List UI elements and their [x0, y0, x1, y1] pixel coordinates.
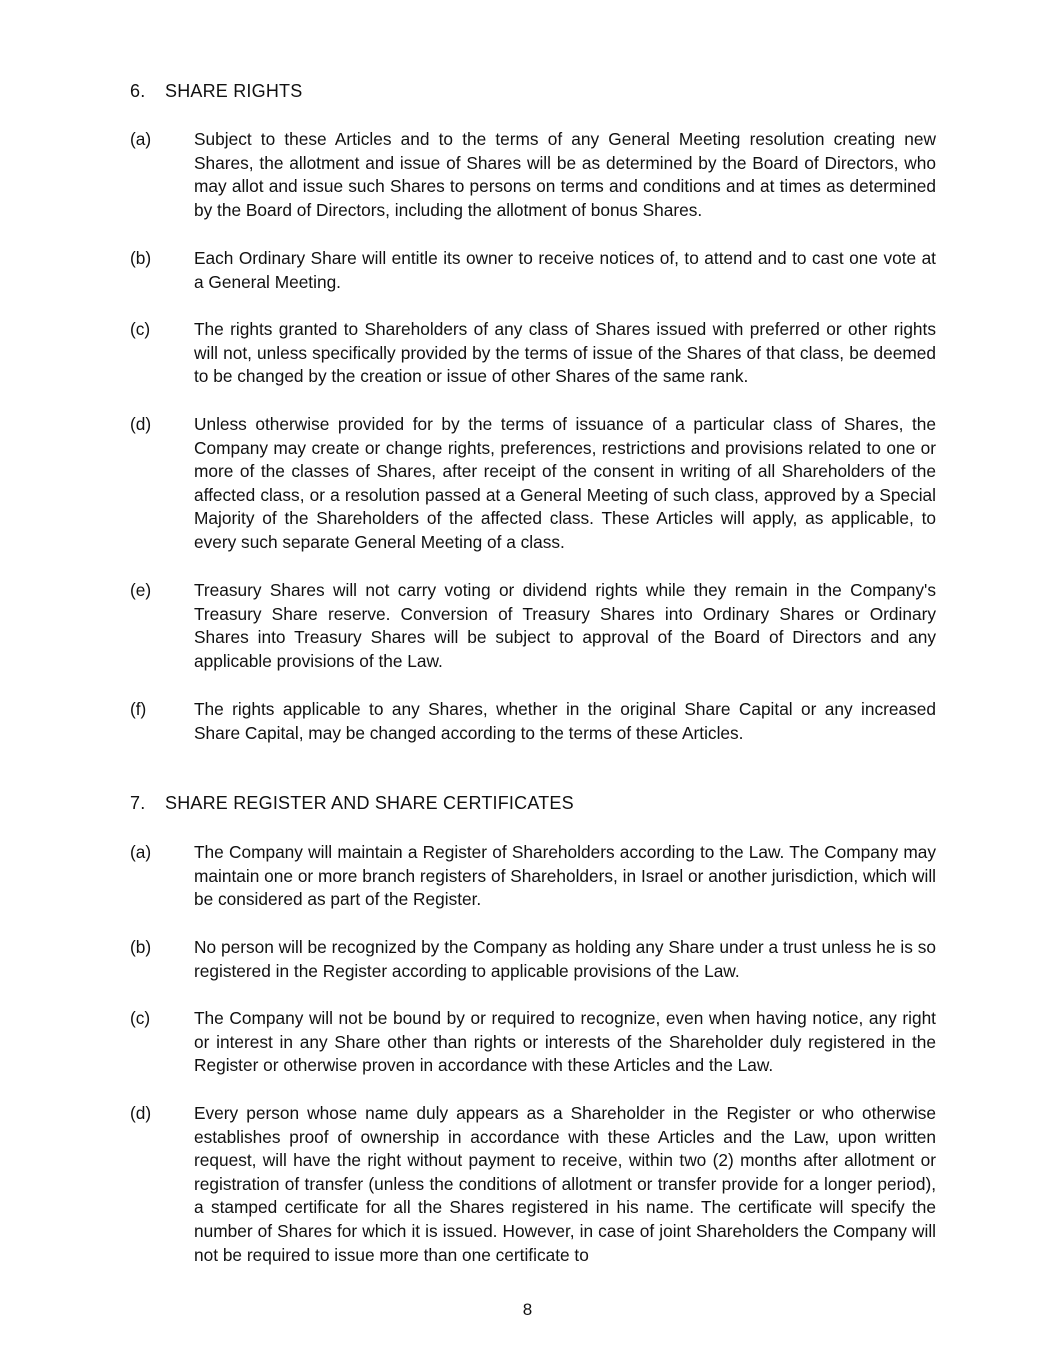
section-number: 7. [130, 793, 146, 813]
clause-7b [130, 936, 936, 983]
clause-6c [130, 318, 936, 389]
clause-text: The Company will maintain a Register of Shareholders according to the Law. The Company may maintain one or more branch registers of Shareholders, in Israel or another jurisdiction, which will be considered as part of the Register. [194, 842, 936, 910]
section-number: 6. [130, 81, 146, 101]
clause-text: Each Ordinary Share will entitle its owner to receive notices of, to attend and to cast one vote at a General Meeting. [194, 248, 936, 292]
section-title: SHARE RIGHTS [165, 81, 303, 101]
clause-6f [130, 698, 936, 745]
clause-text: Subject to these Articles and to the terms of any General Meeting resolution creating new Shares, the allotment and issue of Shares will be as determined by the Board of Directors, who may allot and issue such Shares to persons on terms and conditions and at times as determined by the Board of Directors, including the allotment of bonus Shares. [194, 129, 936, 220]
clause-7c [130, 1007, 936, 1078]
clause-label: (c) [130, 1008, 151, 1028]
clause-6b [130, 247, 936, 294]
section-heading-7 [130, 793, 574, 814]
clause-label: (a) [130, 129, 152, 149]
clause-label: (a) [130, 842, 152, 862]
clause-label: (f) [130, 699, 147, 719]
clause-6a [130, 128, 936, 222]
section-heading-6 [130, 81, 302, 102]
page-number: 8 [522, 1300, 533, 1319]
clause-text: Every person whose name duly appears as a Shareholder in the Register or who otherwise establishes proof of ownership in accordance with these Articles and the Law, upon written request, will have the right without payment to receive, within two (2) months after allotment or registration of transfer (unless the conditions of allotment or transfer provide for a longer period), a stamped certificate for all the Shares registered in his name. The certificate will specify the number of Shares for which it is issued. However, in case of joint Shareholders the Company will not be required to issue more than one certificate to [194, 1103, 936, 1265]
clause-label: (c) [130, 319, 151, 339]
clause-label: (b) [130, 937, 152, 957]
clause-text: Unless otherwise provided for by the terms of issuance of a particular class of Shares, the Company may create or change rights, preferences, restrictions and provisions related to one or more of the classes of Shares, after receipt of the consent in writing of all Shareholders of the affected class, or a resolution passed at a General Meeting of such class, approved by a Special Majority of the Shareholders of the affected class. These Articles will apply, as applicable, to every such separate General Meeting of a class. [194, 414, 936, 552]
clause-6d [130, 413, 936, 555]
clause-7a [130, 841, 936, 912]
clause-label: (b) [130, 248, 152, 268]
clause-6e [130, 579, 936, 673]
clause-label: (d) [130, 414, 152, 434]
clause-label: (d) [130, 1103, 152, 1123]
clause-text: The Company will not be bound by or required to recognize, even when having notice, any right or interest in any Share other than rights or interests of the Shareholder duly registered in the Register or otherwise proven in accordance with these Articles and the Law. [194, 1008, 936, 1076]
clause-text: The rights applicable to any Shares, whether in the original Share Capital or any increased Share Capital, may be changed according to the terms of these Articles. [194, 699, 936, 743]
clause-text: Treasury Shares will not carry voting or dividend rights while they remain in the Company's Treasury Share reserve. Conversion of Treasury Shares into Ordinary Shares or Ordinary Shares into Treasury Shares will be subject to approval of the Board of Directors and any applicable provisions of the Law. [194, 580, 936, 671]
clause-7d [130, 1102, 936, 1267]
clause-text: No person will be recognized by the Company as holding any Share under a trust unless he is so registered in the Register according to applicable provisions of the Law. [194, 937, 936, 981]
section-title: SHARE REGISTER AND SHARE CERTIFICATES [165, 793, 574, 813]
clause-text: The rights granted to Shareholders of any class of Shares issued with preferred or other rights will not, unless specifically provided by the terms of issue of the Shares of that class, be deemed to be changed by the creation or issue of other Shares of the same rank. [194, 319, 936, 387]
clause-label: (e) [130, 580, 152, 600]
